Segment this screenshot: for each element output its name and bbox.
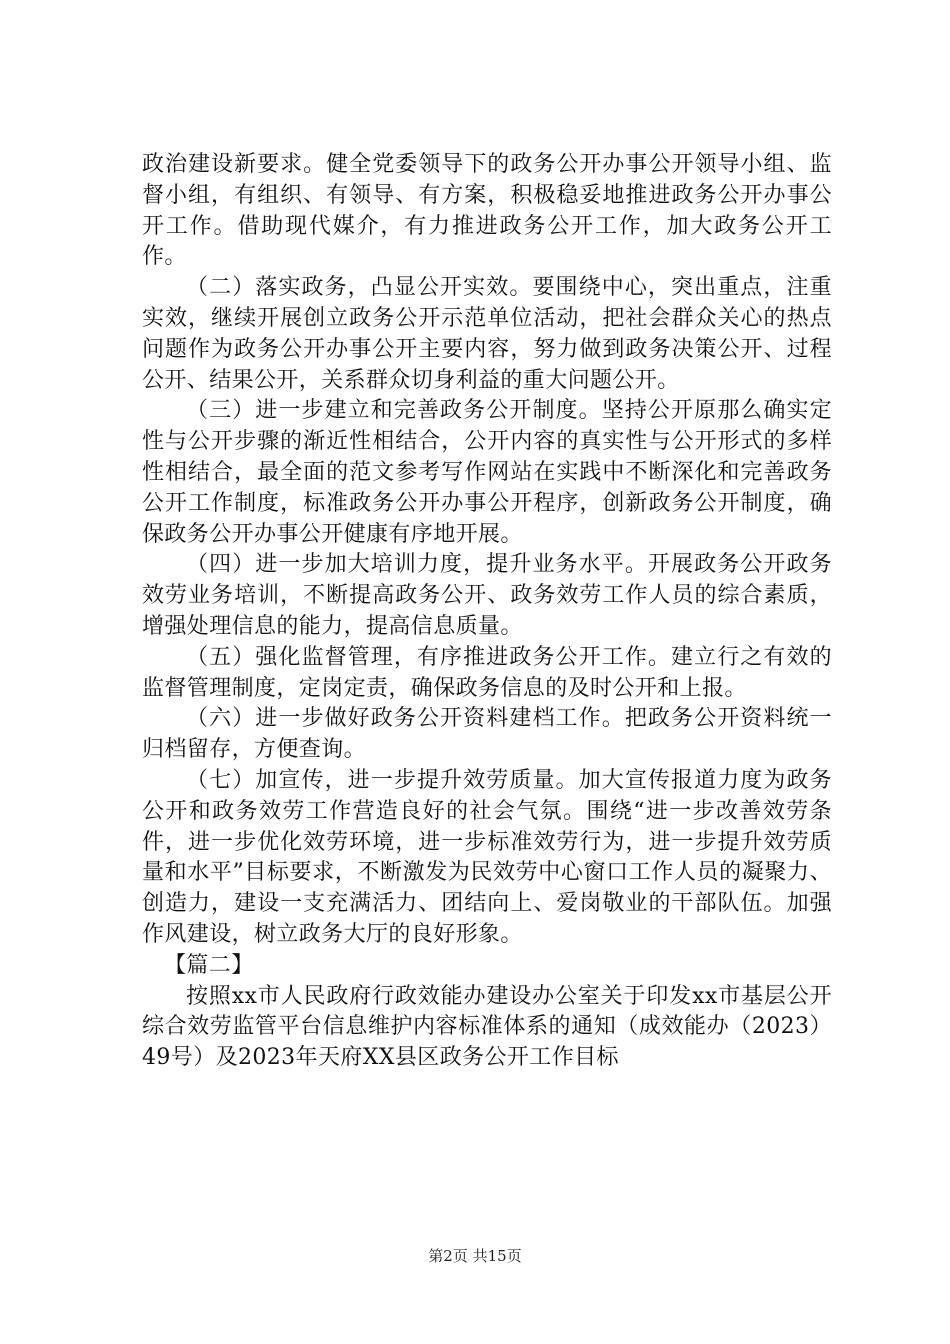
body-paragraph-1: 政治建设新要求。健全党委领导下的政务公开办事公开领导小组、监督小组，有组织、有领导、有方案，积极稳妥地推进政务公开办事公开工作。借助现代媒介，有力推进政务公开工作，加大政务公开工作。	[142, 152, 832, 270]
body-paragraph-4: （四）进一步加大培训力度，提升业务水平。开展政务公开政务效劳业务培训，不断提高政务公开、政务效劳工作人员的综合素质，增强处理信息的能力，提高信息质量。	[142, 552, 832, 639]
section-heading: 【篇二】	[164, 952, 254, 978]
closing-paragraph: 按照xx市人民政府行政效能办建设办公室关于印发xx市基层公开综合效劳监管平台信息维护内容标准体系的通知（成效能办（2023）49号）及2023年天府XX县区政务公开工作目标	[142, 983, 832, 1071]
body-paragraph-6: （六）进一步做好政务公开资料建档工作。把政务公开资料统一归档留存，方便查询。	[142, 706, 832, 763]
body-paragraph-7: （七）加宣传，进一步提升效劳质量。加大宣传报道力度为政务公开和政务效劳工作营造良好的社会气氛。围绕“进一步改善效劳条件，进一步优化效劳环境，进一步标准效劳行为，进一步提升效劳质量和水平”目标要求，不断激发为民效劳中心窗口工作人员的凝聚力、创造力，建设一支充满活力、团结向上、爱岗敬业的干部队伍。加强作风建设，树立政务大厅的良好形象。	[142, 767, 832, 947]
body-paragraph-5: （五）强化监督管理，有序推进政务公开工作。建立行之有效的监督管理制度，定岗定责，确保政务信息的及时公开和上报。	[142, 644, 832, 701]
body-paragraph-3: （三）进一步建立和完善政务公开制度。坚持公开原那么确实定性与公开步骤的渐近性相结合，公开内容的真实性与公开形式的多样性相结合，最全面的范文参考写作网站在实践中不断深化和完善政务公开工作制度，标准政务公开办事公开程序，创新政务公开制度，确保政务公开办事公开健康有序地开展。	[142, 398, 832, 547]
body-paragraph-2: （二）落实政务，凸显公开实效。要围绕中心，突出重点，注重实效，继续开展创立政务公开示范单位活动，把社会群众关心的热点问题作为政务公开办事公开主要内容，努力做到政务决策公开、过程公开、结果公开，关系群众切身利益的重大问题公开。	[142, 275, 832, 393]
page-footer: 第2页 共15页	[428, 1247, 522, 1265]
document-body	[142, 150, 832, 1074]
